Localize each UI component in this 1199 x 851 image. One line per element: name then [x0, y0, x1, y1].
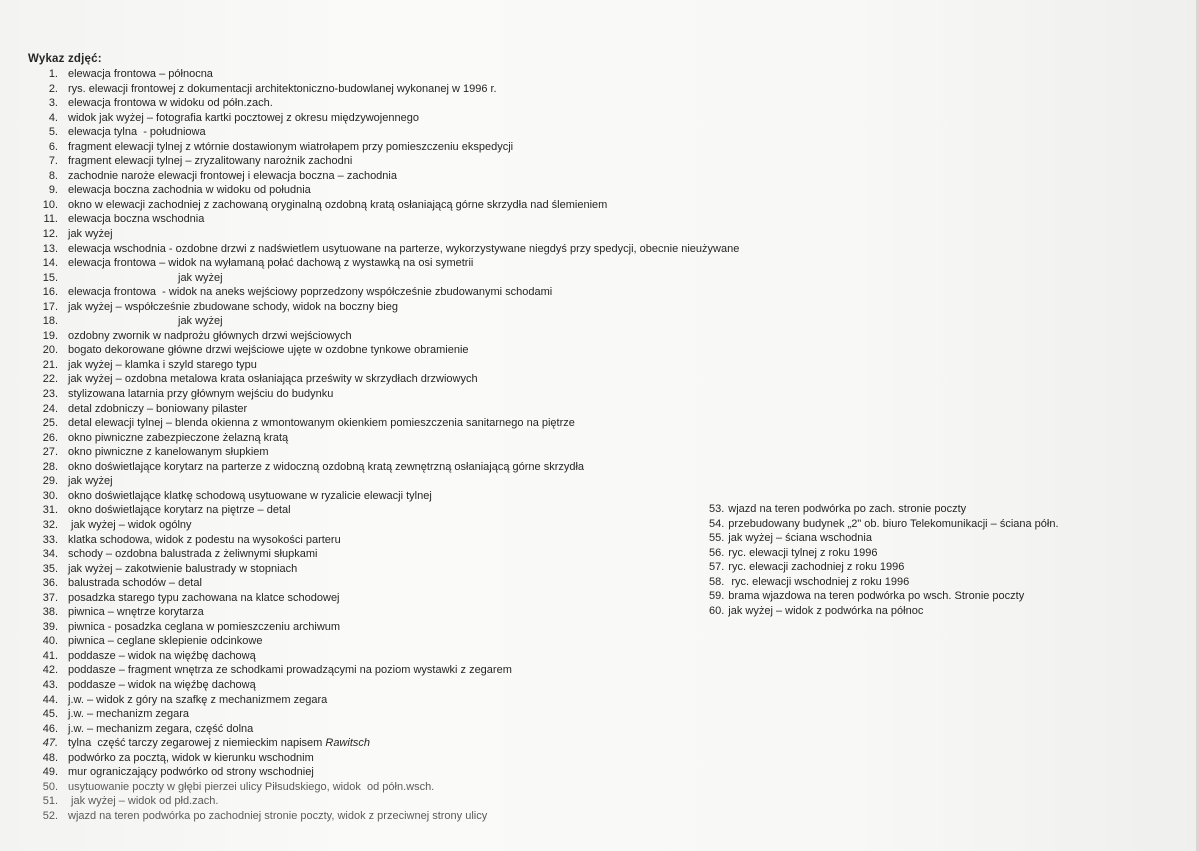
photo-list-right [709, 502, 1059, 618]
list-item [0, 402, 739, 417]
item-text: jak wyżej – widok ogólny [68, 518, 192, 531]
item-number: 59. [709, 590, 725, 603]
item-number: 36. [42, 577, 58, 590]
item-text: fragment elewacji tylnej z wtórnie dostawionym wiatrołapem przy pomieszczeniu ekspedycji [68, 140, 514, 153]
list-item [0, 358, 739, 373]
list-item [0, 460, 739, 475]
list-item [0, 82, 739, 97]
item-text: okno piwniczne z kanelowanym słupkiem [68, 446, 269, 459]
list-item [0, 809, 739, 824]
item-text: jak wyżej – widok od płd.zach. [68, 795, 219, 808]
item-text: bogato dekorowane główne drzwi wejściowe ujęte w ozdobne tynkowe obramienie [68, 344, 469, 357]
item-number: 49. [42, 766, 58, 779]
item-number: 25. [42, 417, 58, 430]
item-text: detal zdobniczy – boniowany pilaster [68, 402, 248, 415]
list-item [0, 707, 739, 722]
list-item [0, 212, 739, 227]
item-number: 56. [709, 546, 725, 559]
list-item [0, 722, 739, 737]
item-number: 55. [709, 532, 725, 545]
item-number: 29. [42, 475, 58, 488]
item-number: 60. [709, 604, 725, 617]
item-text: ryc. elewacji wschodniej z roku 1996 [728, 575, 910, 588]
list-item [709, 604, 1059, 619]
item-number: 50. [42, 780, 58, 793]
list-item [709, 517, 1059, 532]
item-text: jak wyżej [68, 475, 113, 488]
item-number: 58. [709, 575, 725, 588]
list-item [0, 169, 739, 184]
item-number: 45. [42, 708, 58, 721]
item-number: 41. [42, 649, 58, 662]
list-item [0, 96, 739, 111]
list-item [0, 256, 739, 271]
item-number: 4. [48, 111, 58, 124]
item-text: jak wyżej – ściana wschodnia [728, 532, 872, 545]
item-text: wjazd na teren podwórka po zach. stronie poczty [728, 503, 967, 515]
item-number: 27. [42, 446, 58, 459]
item-number: 1. [48, 68, 58, 80]
item-text: okno w elewacji zachodniej z zachowaną oryginalną ozdobną kratą osłaniającą górne skrzydła nad ślemieniem [68, 198, 608, 211]
item-number: 37. [42, 591, 58, 604]
list-item [0, 503, 739, 518]
item-text: jak wyżej – współcześnie zbudowane schody, widok na boczny bieg [68, 300, 398, 313]
list-item [0, 387, 739, 402]
list-item [0, 271, 739, 286]
item-number: 15. [42, 271, 58, 284]
item-text: wjazd na teren podwórka po zachodniej stronie poczty, widok z przeciwnej strony ulicy [68, 809, 488, 822]
item-text: jak wyżej – klamka i szyld starego typu [68, 358, 257, 371]
list-item [0, 794, 739, 809]
item-text: elewacja frontowa – północna [68, 68, 213, 80]
item-text: elewacja frontowa – widok na wyłamaną połać dachową z wystawką na osi symetrii [68, 257, 474, 270]
list-item [0, 154, 739, 169]
item-text: okno doświetlające korytarz na piętrze – detal [68, 504, 291, 517]
list-item [709, 546, 1059, 561]
item-number: 2. [48, 82, 58, 95]
list-item [709, 502, 1059, 517]
item-text: poddasze – fragment wnętrza ze schodkami prowadzącymi na poziom wystawki z zegarem [68, 664, 512, 677]
list-item [0, 693, 739, 708]
item-number: 35. [42, 562, 58, 575]
item-number: 10. [42, 198, 58, 211]
item-number: 43. [42, 678, 58, 691]
list-item [0, 576, 739, 591]
item-number: 26. [42, 431, 58, 444]
item-number: 12. [42, 228, 58, 241]
item-text: klatka schodowa, widok z podestu na wysokości parteru [68, 533, 341, 546]
item-text: jak wyżej – ozdobna metalowa krata osłaniająca prześwity w skrzydłach drzwiowych [68, 373, 478, 386]
page-title: Wykaz zdjęć: [28, 53, 102, 65]
list-item [0, 489, 739, 504]
item-text: jak wyżej – zakotwienie balustrady w stopniach [68, 562, 298, 575]
list-item [0, 562, 739, 577]
item-text: tylna część tarczy zegarowej z niemieckim napisem [68, 737, 326, 750]
item-text: stylizowana latarnia przy głównym wejściu do budynku [68, 388, 334, 401]
item-number: 34. [42, 548, 58, 561]
list-item [0, 736, 739, 751]
item-number: 21. [42, 358, 58, 371]
item-text: ryc. elewacji zachodniej z roku 1996 [728, 561, 905, 574]
item-text: jak wyżej [178, 271, 223, 284]
item-text: jak wyżej [178, 315, 223, 328]
item-text: elewacja boczna zachodnia w widoku od południa [68, 184, 311, 197]
item-number: 7. [48, 155, 58, 168]
item-text: piwnica - posadzka ceglana w pomieszczeniu archiwum [68, 620, 341, 633]
item-number: 57. [709, 561, 725, 574]
item-text: podwórko za pocztą, widok w kierunku wschodnim [68, 751, 314, 764]
item-text: okno piwniczne zabezpieczone żelazną kratą [68, 431, 289, 444]
list-item [0, 591, 739, 606]
item-number: 20. [42, 344, 58, 357]
item-text: zachodnie naroże elewacji frontowej i elewacja boczna – zachodnia [68, 169, 397, 182]
item-number: 53. [709, 503, 725, 515]
item-number: 14. [42, 257, 58, 270]
list-item [0, 300, 739, 315]
list-item [0, 605, 739, 620]
item-text: rys. elewacji frontowej z dokumentacji architektoniczno-budowlanej wykonanej w 1996 r. [68, 82, 497, 95]
item-text: piwnica – ceglane sklepienie odcinkowe [68, 635, 263, 648]
item-number: 40. [42, 635, 58, 648]
item-number: 32. [42, 518, 58, 531]
item-text: elewacja frontowa - widok na aneks wejściowy poprzedzony współcześnie zbudowanymi schodami [68, 286, 553, 299]
item-number: 28. [42, 460, 58, 473]
photo-list-left [0, 67, 739, 823]
item-text: usytuowanie poczty w głębi pierzei ulicy Piłsudskiego, widok od półn.wsch. [68, 780, 435, 793]
item-number: 17. [42, 300, 58, 313]
item-number: 9. [48, 184, 58, 197]
list-item [0, 533, 739, 548]
list-item [0, 678, 739, 693]
item-text: poddasze – widok na więźbę dachową [68, 649, 256, 662]
list-item [0, 431, 739, 446]
list-item [0, 343, 739, 358]
list-item [709, 589, 1059, 604]
item-number: 24. [42, 402, 58, 415]
item-text: widok jak wyżej – fotografia kartki pocztowej z okresu międzywojennego [68, 111, 419, 124]
list-item [0, 663, 739, 678]
item-text: ozdobny zwornik w nadprożu głównych drzwi wejściowych [68, 329, 352, 342]
list-item [0, 780, 739, 795]
item-number: 13. [42, 242, 58, 255]
list-item [0, 547, 739, 562]
list-item [0, 416, 739, 431]
item-number: 5. [48, 126, 58, 139]
item-text: jak wyżej [68, 228, 113, 241]
item-text: elewacja wschodnia - ozdobne drzwi z nadświetlem usytuowane na parterze, wykorzystywane niegdyś przy spedycji, obecnie nieużywane [68, 242, 740, 255]
item-text: mur ograniczający podwórko od strony wschodniej [68, 766, 314, 779]
list-item [0, 518, 739, 533]
item-text: fragment elewacji tylnej – zryzalitowany narożnik zachodni [68, 155, 353, 168]
item-text: poddasze – widok na więźbę dachową [68, 678, 256, 691]
item-number: 3. [48, 97, 58, 110]
item-text: detal elewacji tylnej – blenda okienna z wmontowanym okienkiem pomieszczenia sanitarnego na piętrze [68, 417, 575, 430]
item-number: 6. [48, 140, 58, 153]
list-item [0, 649, 739, 664]
list-item [0, 67, 739, 82]
item-text: piwnica – wnętrze korytarza [68, 606, 204, 619]
list-item [0, 198, 739, 213]
item-number: 38. [42, 606, 58, 619]
item-number: 42. [42, 664, 58, 677]
item-text: balustrada schodów – detal [68, 577, 202, 590]
item-number: 47. [42, 737, 58, 750]
item-number: 51. [42, 795, 58, 808]
list-item [0, 140, 739, 155]
item-text: schody – ozdobna balustrada z żeliwnymi słupkami [68, 548, 318, 561]
list-item [0, 634, 739, 649]
item-number: 33. [42, 533, 58, 546]
item-text: brama wjazdowa na teren podwórka po wsch. Stronie poczty [728, 590, 1025, 603]
item-italic-text: Rawitsch [325, 737, 370, 750]
list-item [0, 314, 739, 329]
list-item [0, 125, 739, 140]
list-item [709, 531, 1059, 546]
list-item [0, 620, 739, 635]
item-number: 11. [43, 213, 58, 226]
list-item [709, 560, 1059, 575]
item-number: 23. [42, 388, 58, 401]
item-text: elewacja boczna wschodnia [68, 213, 205, 226]
item-number: 19. [42, 329, 58, 342]
item-number: 31. [42, 504, 58, 517]
list-item [0, 372, 739, 387]
item-number: 46. [42, 722, 58, 735]
item-number: 8. [48, 169, 58, 182]
item-number: 54. [709, 517, 725, 530]
list-item [0, 242, 739, 257]
list-item [0, 111, 739, 126]
list-item [0, 183, 739, 198]
item-text: ryc. elewacji tylnej z roku 1996 [728, 546, 878, 559]
item-text: okno doświetlające korytarz na parterze z widoczną ozdobną kratą zewnętrzną osłaniającą górne skrzydła [68, 460, 585, 473]
item-text: posadzka starego typu zachowana na klatce schodowej [68, 591, 340, 604]
list-item [0, 329, 739, 344]
item-text: j.w. – mechanizm zegara [68, 708, 190, 721]
item-text: j.w. – mechanizm zegara, część dolna [68, 722, 254, 735]
item-text: okno doświetlające klatkę schodową usytuowane w ryzalicie elewacji tylnej [68, 489, 432, 502]
item-number: 44. [42, 693, 58, 706]
list-item [0, 751, 739, 766]
item-text: jak wyżej – widok z podwórka na północ [728, 604, 924, 617]
item-text: elewacja tylna - południowa [68, 126, 206, 139]
item-number: 16. [42, 286, 58, 299]
list-item [0, 227, 739, 242]
list-item [0, 765, 739, 780]
item-number: 39. [42, 620, 58, 633]
item-text: przebudowany budynek „2" ob. biuro Telekomunikacji – ściana półn. [728, 517, 1059, 530]
item-number: 52. [42, 809, 58, 822]
item-number: 30. [42, 489, 58, 502]
list-item [0, 474, 739, 489]
item-text: j.w. – widok z góry na szafkę z mechanizmem zegara [68, 693, 328, 706]
list-item [0, 445, 739, 460]
item-number: 48. [42, 751, 58, 764]
list-item [709, 575, 1059, 590]
item-number: 22. [42, 373, 58, 386]
item-number: 18. [42, 315, 58, 328]
item-text: elewacja frontowa w widoku od półn.zach. [68, 97, 273, 110]
list-item [0, 285, 739, 300]
